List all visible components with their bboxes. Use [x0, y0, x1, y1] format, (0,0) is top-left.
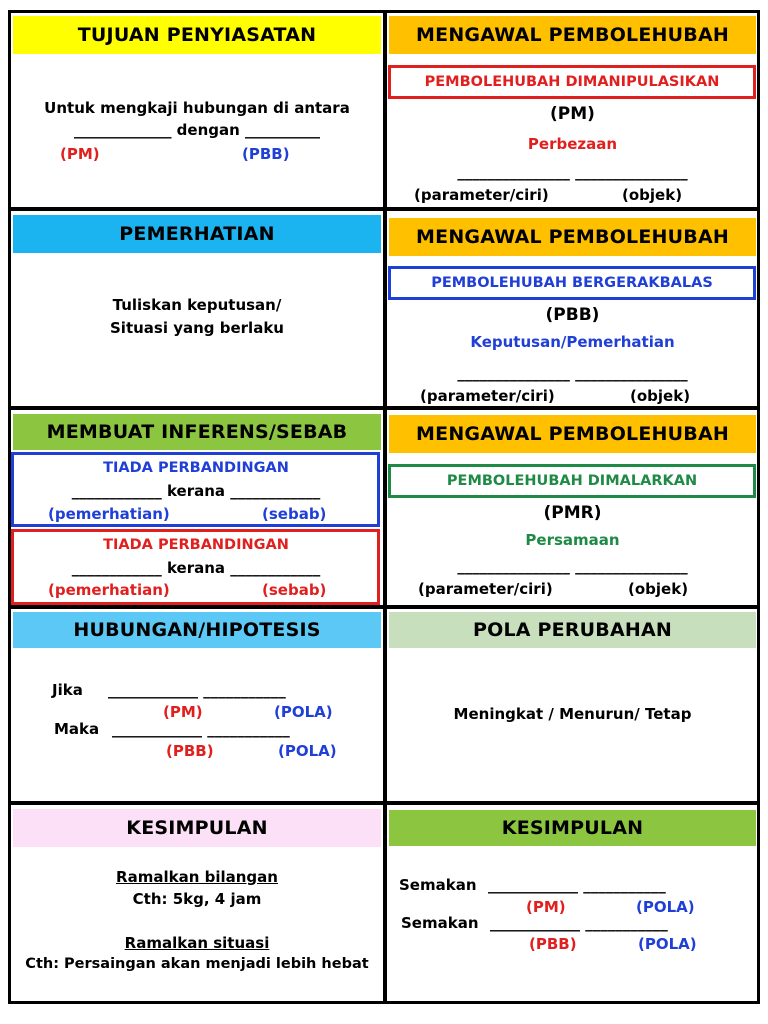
kesimpulan-line2: Cth: Persaingan akan menjadi lebih hebat [25, 956, 369, 972]
pm-blanks: _______________ _______________ [457, 163, 688, 181]
pbb-box: PEMBOLEHUBAH BERGERAKBALAS [388, 266, 756, 300]
row-divider-3 [8, 605, 760, 609]
hipotesis-maka-blanks: ____________ ___________ [112, 720, 290, 738]
inferens-box1-title: TIADA PERBANDINGAN [103, 460, 289, 476]
kesimpulan-blanks2: ____________ ___________ [490, 914, 668, 932]
kesimpulan-blanks1: ____________ ___________ [488, 876, 666, 894]
pola-text: Meningkat / Menurun/ Tetap [453, 705, 692, 723]
pm-keyword: Perbezaan [527, 135, 618, 153]
inferens-box2-line: ____________ kerana ____________ [71, 559, 321, 577]
inferens-header: MEMBUAT INFERENS/SEBAB [13, 414, 381, 450]
pmr-param-label: (parameter/ciri) [418, 580, 553, 598]
inferens-box1-sebab: (sebab) [262, 505, 327, 523]
pmr-abbr: (PMR) [543, 503, 602, 523]
pmr-keyword: Persamaan [525, 531, 620, 549]
pola-header: POLA PERUBAHAN [389, 612, 756, 648]
row-divider-2 [8, 406, 760, 410]
kesimpulan-right-header: KESIMPULAN [389, 810, 756, 846]
tujuan-pbb-label: (PBB) [242, 145, 290, 163]
inferens-box1-obs: (pemerhatian) [48, 505, 170, 523]
kesimpulan-left-header: KESIMPULAN [13, 809, 381, 847]
pm-param-label: (parameter/ciri) [414, 186, 549, 204]
pbb-objek-label: (objek) [630, 387, 691, 405]
hipotesis-header: HUBUNGAN/HIPOTESIS [13, 612, 381, 648]
tujuan-line2: _____________ dengan __________ [73, 121, 321, 139]
mengawal-pmr-header: MENGAWAL PEMBOLEHUBAH [389, 415, 756, 453]
inferens-box2-title: TIADA PERBANDINGAN [103, 537, 289, 553]
inferens-box1-line: ____________ kerana ____________ [71, 482, 321, 500]
column-divider [383, 10, 387, 1004]
kesimpulan-line1: Cth: 5kg, 4 jam [132, 890, 262, 908]
pemerhatian-line1: Tuliskan keputusan/ [112, 296, 282, 314]
kesimpulan-title1: Ramalkan bilangan [116, 868, 278, 886]
tujuan-line1: Untuk mengkaji hubungan di antara [44, 99, 350, 117]
kesimpulan-pola2: (POLA) [638, 935, 697, 953]
kesimpulan-semakan2: Semakan [401, 914, 479, 932]
tujuan-pm-label: (PM) [60, 145, 100, 163]
kesimpulan-semakan1: Semakan [399, 876, 477, 894]
pemerhatian-line2: Situasi yang berlaku [110, 319, 284, 337]
inferens-box2-sebab: (sebab) [262, 581, 327, 599]
mengawal-pm-header: MENGAWAL PEMBOLEHUBAH [389, 16, 756, 54]
row-divider-4 [8, 801, 760, 805]
pbb-blanks: _______________ _______________ [457, 364, 688, 382]
mengawal-pbb-header: MENGAWAL PEMBOLEHUBAH [389, 218, 756, 256]
hipotesis-maka: Maka [54, 720, 100, 738]
hipotesis-jika-blanks: ____________ ___________ [108, 681, 286, 699]
kesimpulan-title2: Ramalkan situasi [124, 934, 270, 952]
hipotesis-pm: (PM) [163, 703, 203, 721]
inferens-box2-obs: (pemerhatian) [48, 581, 170, 599]
pbb-param-label: (parameter/ciri) [420, 387, 555, 405]
pmr-objek-label: (objek) [628, 580, 689, 598]
pmr-blanks: _______________ _______________ [457, 557, 688, 575]
hipotesis-pola2: (POLA) [278, 742, 337, 760]
pm-abbr: (PM) [550, 104, 595, 124]
tujuan-header: TUJUAN PENYIASATAN [13, 16, 381, 54]
kesimpulan-pola1: (POLA) [636, 898, 695, 916]
hipotesis-pbb: (PBB) [166, 742, 214, 760]
hipotesis-pola1: (POLA) [274, 703, 333, 721]
pm-objek-label: (objek) [622, 186, 683, 204]
pmr-box: PEMBOLEHUBAH DIMALARKAN [388, 464, 756, 498]
kesimpulan-pm: (PM) [526, 898, 566, 916]
pbb-keyword: Keputusan/Pemerhatian [470, 333, 675, 351]
pbb-abbr: (PBB) [545, 305, 600, 325]
row-divider-1 [8, 207, 760, 211]
pemerhatian-header: PEMERHATIAN [13, 215, 381, 253]
hipotesis-jika: Jika [52, 681, 83, 699]
pm-box: PEMBOLEHUBAH DIMANIPULASIKAN [388, 65, 756, 99]
kesimpulan-pbb: (PBB) [529, 935, 577, 953]
